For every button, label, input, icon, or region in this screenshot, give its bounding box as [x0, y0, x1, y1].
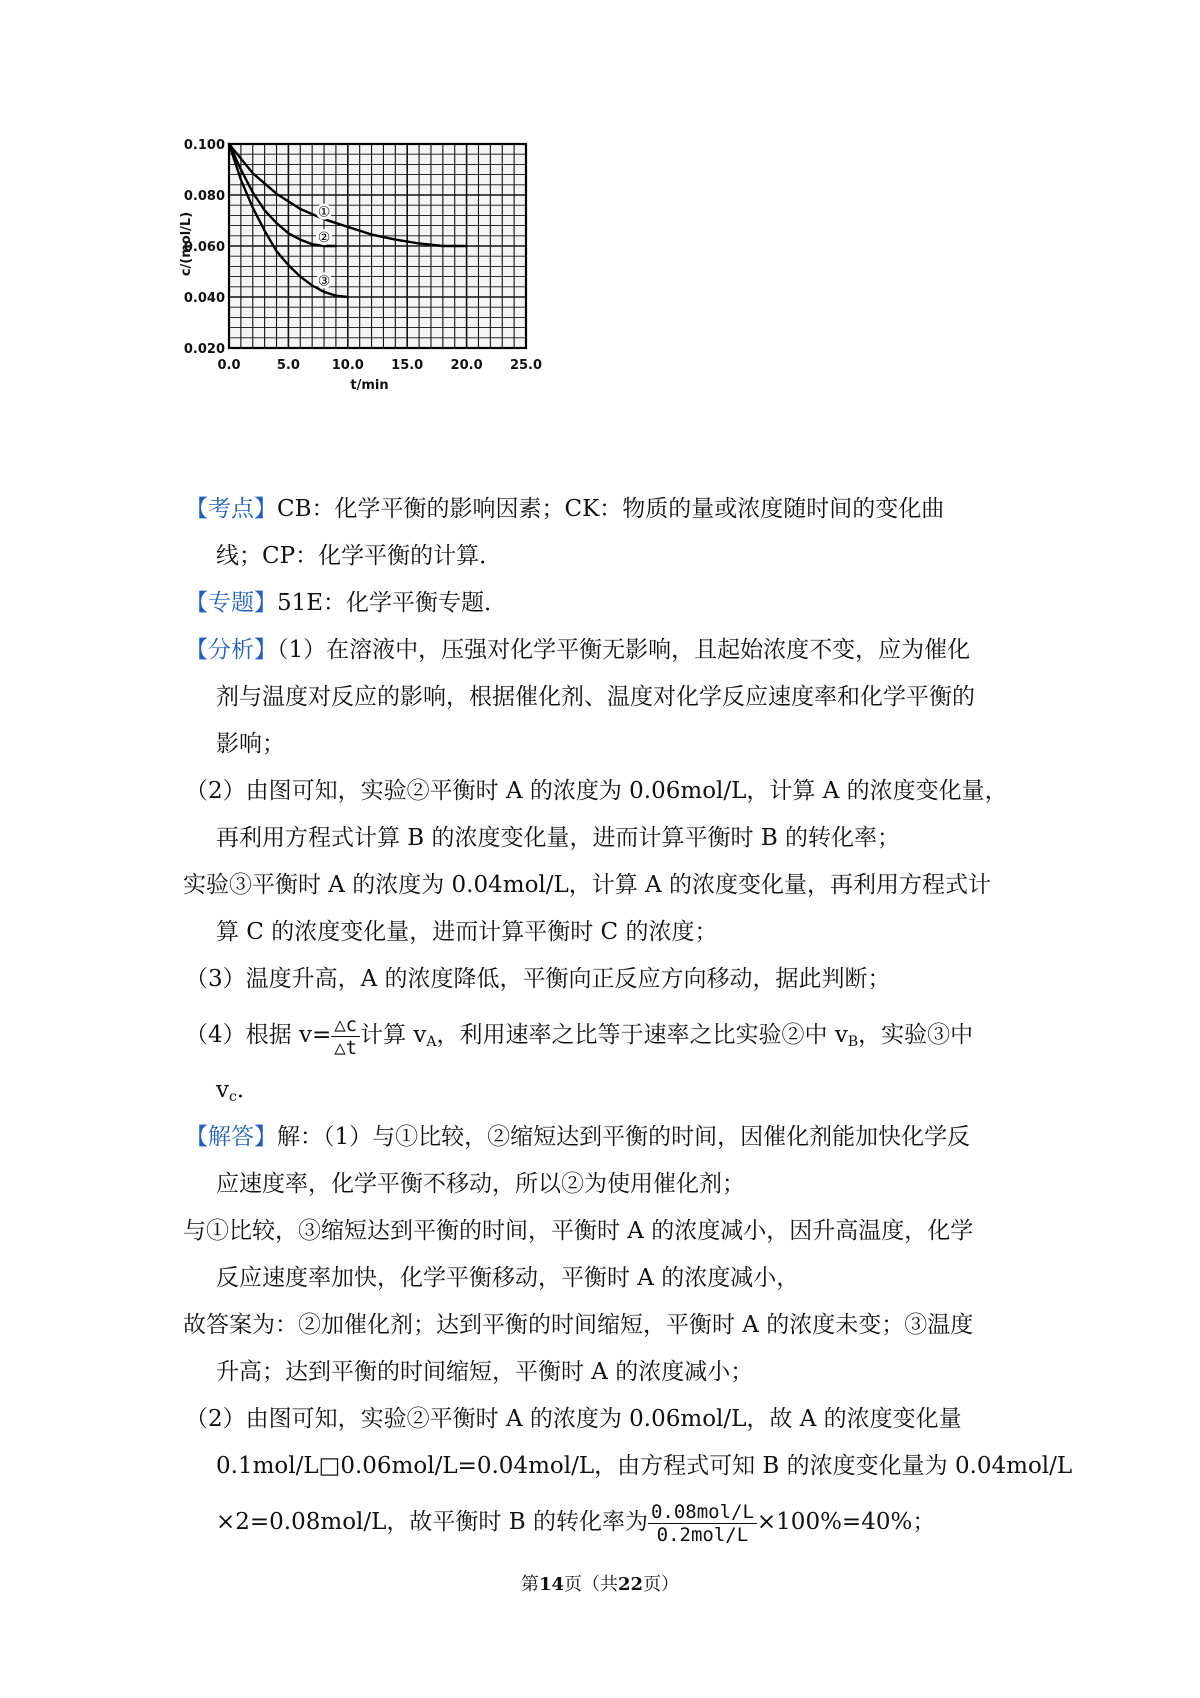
fenxi-line-4	[185, 768, 1065, 815]
x-tick-label: 10.0	[331, 358, 364, 373]
rate-fraction	[331, 1014, 360, 1059]
series-label: ②	[317, 230, 331, 247]
conversion-fraction-numerator: 0.08mol/L	[648, 1501, 757, 1524]
fenxi-text-7: 算 C 的浓度变化量，进而计算平衡时 C 的浓度；	[216, 919, 718, 945]
jieda-text-1: 解：（1）与①比较，②缩短达到平衡的时间，因催化剂能加快化学反	[277, 1124, 971, 1150]
answer-body	[183, 486, 1073, 1554]
fenxi-line-6	[183, 862, 1065, 909]
jieda-line-1	[185, 1114, 1065, 1161]
conversion-fraction-denominator: 0.2mol/L	[656, 1523, 749, 1546]
zhuanti-line	[185, 580, 1065, 627]
subscript-a: A	[426, 1034, 437, 1050]
fenxi-line-9	[185, 1003, 1065, 1067]
jieda-tag: 【解答】	[185, 1124, 277, 1150]
fenxi-text-10b: ．	[236, 1077, 260, 1103]
fenxi-text-9b: 计算 v	[360, 1022, 427, 1048]
kaodian-text-2: 线；CP：化学平衡的计算．	[216, 543, 503, 569]
y-tick-label: 0.040	[183, 291, 225, 306]
jieda-line-8	[185, 1443, 1073, 1490]
page-footer	[0, 1570, 1200, 1596]
jieda-text-3: 与①比较，③缩短达到平衡的时间，平衡时 A 的浓度减小，因升高温度，化学	[183, 1218, 974, 1244]
jieda-line-6	[185, 1349, 1065, 1396]
x-tick-label: 20.0	[450, 358, 483, 373]
subscript-c: c	[229, 1089, 237, 1105]
jieda-line-2	[185, 1161, 1065, 1208]
y-tick-label: 0.020	[183, 342, 225, 357]
jieda-text-4: 反应速度率加快，化学平衡移动，平衡时 A 的浓度减小，	[216, 1265, 800, 1291]
x-tick-label: 25.0	[509, 358, 543, 373]
x-tick-label: 5.0	[276, 358, 300, 373]
fenxi-line-8	[185, 956, 1065, 1003]
jieda-text-2: 应速度率，化学平衡不移动，所以②为使用催化剂；	[216, 1171, 745, 1197]
fenxi-line-5	[185, 815, 1065, 862]
jieda-text-7: （2）由图可知，实验②平衡时 A 的浓度为 0.06mol/L，故 A 的浓度变化量	[185, 1406, 962, 1432]
fenxi-text-4: （2）由图可知，实验②平衡时 A 的浓度为 0.06mol/L，计算 A 的浓度变化量，	[185, 778, 1008, 804]
footer-total-pages: 22	[618, 1574, 644, 1595]
conversion-fraction	[648, 1501, 757, 1546]
fenxi-text-6: 实验③平衡时 A 的浓度为 0.04mol/L，计算 A 的浓度变化量，再利用方程式计	[183, 872, 992, 898]
series-label: ①	[317, 204, 331, 221]
jieda-line-9	[185, 1490, 1065, 1554]
chart-svg	[179, 130, 602, 430]
jieda-line-4	[185, 1255, 1065, 1302]
jieda-text-8: 0.1mol/L□0.06mol/L=0.04mol/L，由方程式可知 B 的浓度变化量为 0.04mol/L	[216, 1453, 1073, 1479]
y-tick-label: 0.100	[183, 138, 225, 153]
jieda-text-6: 升高；达到平衡的时间缩短，平衡时 A 的浓度减小；	[216, 1359, 754, 1385]
series-label: ③	[317, 273, 331, 290]
fenxi-line-3	[185, 721, 1065, 768]
subscript-b: B	[847, 1034, 859, 1050]
zhuanti-text: 51E：化学平衡专题．	[277, 590, 508, 616]
fenxi-line-1	[185, 627, 1065, 674]
jieda-text-5: 故答案为：②加催化剂；达到平衡的时间缩短，平衡时 A 的浓度未变；③温度	[183, 1312, 974, 1338]
y-axis-label: c/(mol/L)	[179, 211, 194, 277]
fenxi-text-9a: （4）根据 v=	[185, 1022, 332, 1048]
fenxi-line-2	[185, 674, 1065, 721]
jieda-text-9a: ×2=0.08mol/L，故平衡时 B 的转化率为	[216, 1509, 648, 1535]
kaodian-text-1: CB：化学平衡的影响因素；CK：物质的量或浓度随时间的变化曲	[277, 496, 945, 522]
fenxi-tag: 【分析】	[185, 637, 277, 663]
fenxi-text-3: 影响；	[216, 731, 285, 757]
fenxi-text-2: 剂与温度对反应的影响，根据催化剂、温度对化学反应速度率和化学平衡的	[216, 684, 975, 710]
fenxi-text-1: （1）在溶液中，压强对化学平衡无影响，且起始浓度不变，应为催化	[277, 637, 971, 663]
x-tick-label: 15.0	[391, 358, 424, 373]
concentration-time-chart	[179, 130, 602, 430]
kaodian-tag: 【考点】	[185, 496, 277, 522]
footer-text-c: 页）	[643, 1574, 680, 1595]
y-tick-label: 0.080	[183, 189, 225, 204]
footer-text-a: 第	[520, 1574, 539, 1595]
fenxi-text-8: （3）温度升高，A 的浓度降低，平衡向正反应方向移动，据此判断；	[185, 966, 891, 992]
rate-fraction-denominator: △t	[334, 1036, 358, 1059]
kaodian-line-2	[185, 533, 1065, 580]
jieda-text-9b: ×100%=40%；	[756, 1509, 936, 1535]
fenxi-line-10	[185, 1067, 1065, 1114]
footer-text-b: 页（共	[564, 1574, 618, 1595]
kaodian-line-1	[185, 486, 1065, 533]
footer-page-number: 14	[538, 1574, 564, 1595]
fenxi-text-5: 再利用方程式计算 B 的浓度变化量，进而计算平衡时 B 的转化率；	[216, 825, 901, 851]
jieda-line-5	[183, 1302, 1065, 1349]
fenxi-text-9d: ，实验③中	[858, 1022, 974, 1048]
rate-fraction-numerator: △c	[331, 1014, 360, 1037]
x-axis-label: t/min	[350, 378, 389, 393]
jieda-line-7	[185, 1396, 1065, 1443]
x-tick-label: 0.0	[217, 358, 241, 373]
fenxi-text-9c: ，利用速率之比等于速率之比实验②中 v	[436, 1022, 848, 1048]
fenxi-line-7	[185, 909, 1065, 956]
fenxi-text-10: v	[216, 1077, 229, 1103]
jieda-line-3	[183, 1208, 1065, 1255]
y-tick-label: 0.060	[183, 240, 225, 255]
zhuanti-tag: 【专题】	[185, 590, 277, 616]
